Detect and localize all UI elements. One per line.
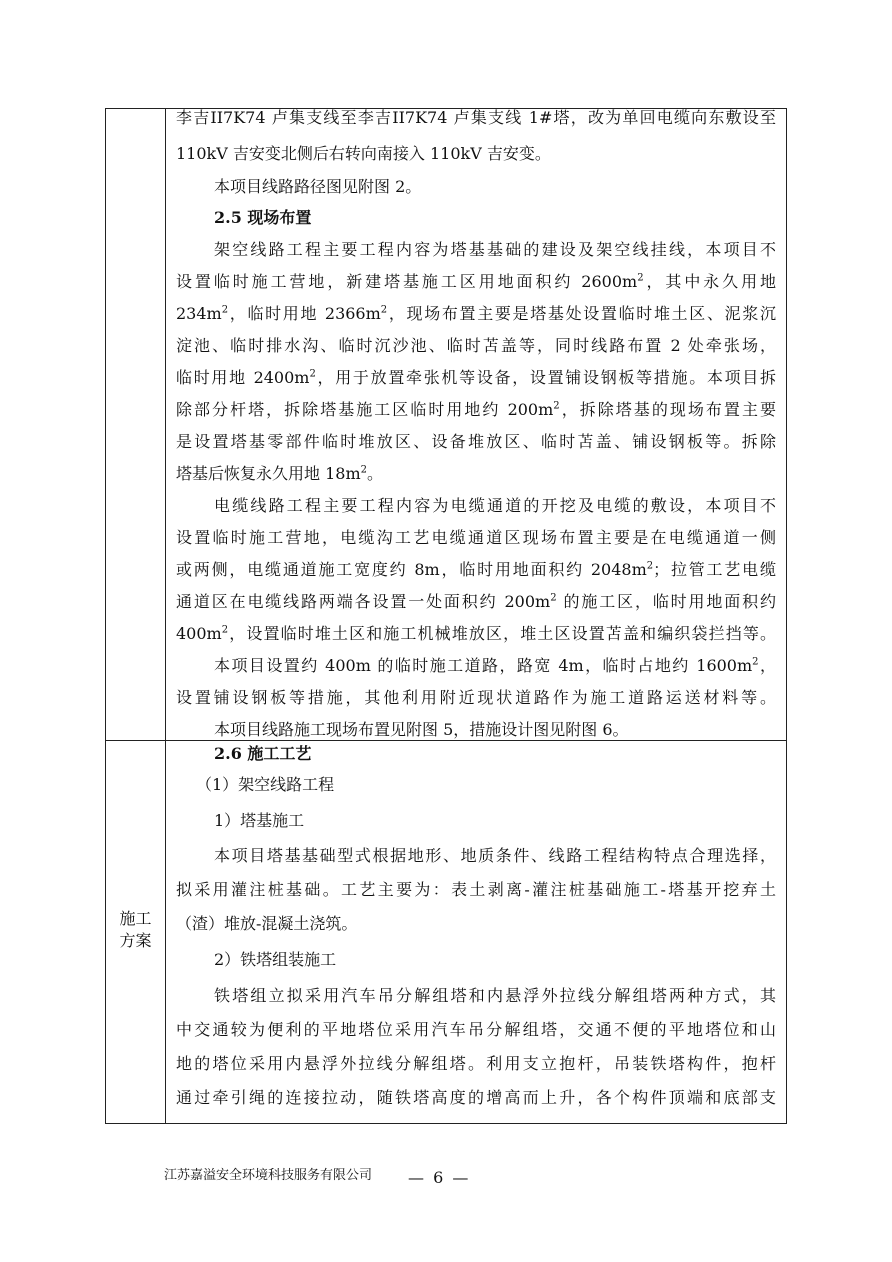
text-line: 本项目线路路径图见附图 2。 bbox=[214, 177, 422, 196]
section-heading-2-5: 2.5 现场布置 bbox=[214, 208, 312, 227]
subheading: 1）塔基施工 bbox=[214, 811, 305, 830]
text-line: 塔基后恢复永久用地 $18m^2$。 bbox=[176, 464, 384, 483]
text-line: 是设置塔基零部件临时堆放区、设备堆放区、临时苫盖、铺设钢板等。拆除 bbox=[176, 432, 776, 451]
row-divider bbox=[105, 740, 787, 741]
subheading: （1）架空线路工程 bbox=[196, 775, 335, 794]
text-line: 通道区在电缆线路两端各设置一处面积约 $200m^2$ 的施工区，临时用地面积约 bbox=[176, 592, 776, 611]
text-line: 通过牵引绳的连接拉动，随铁塔高度的增高而上升，各个构件顶端和底部支 bbox=[176, 1088, 776, 1107]
text-line: 临时用地 $2400m^2$，用于放置牵张机等设备，设置铺设钢板等措施。本项目拆 bbox=[176, 368, 776, 387]
text-line: 设置临时施工营地，电缆沟工艺电缆通道区现场布置主要是在电缆通道一侧 bbox=[176, 528, 776, 547]
text-line: 110kV 吉安变北侧后右转向南接入 110kV 吉安变。 bbox=[176, 144, 551, 163]
text-line: 淀池、临时排水沟、临时沉沙池、临时苫盖等，同时线路布置 2 处牵张场， bbox=[176, 336, 776, 355]
text-line: 架空线路工程主要工程内容为塔基基础的建设及架空线挂线，本项目不 bbox=[214, 240, 776, 259]
text-line: 李吉II7K74 卢集支线至李吉II7K74 卢集支线 1#塔，改为单回电缆向东敷设至 bbox=[176, 108, 776, 127]
subheading: 2）铁塔组装施工 bbox=[214, 950, 337, 969]
text-line: 拟采用灌注桩基础。工艺主要为：表土剥离-灌注桩基础施工-塔基开挖弃土 bbox=[176, 880, 776, 899]
text-line: 设置铺设钢板等措施，其他利用附近现状道路作为施工道路运送材料等。 bbox=[176, 688, 776, 707]
page-number: — 6 — bbox=[408, 1168, 471, 1187]
text-line: 中交通较为便利的平地塔位采用汽车吊分解组塔，交通不便的平地塔位和山 bbox=[176, 1020, 776, 1039]
section-heading-2-6: 2.6 施工工艺 bbox=[214, 744, 312, 763]
text-line: 设置临时施工营地，新建塔基施工区用地面积约 $2600m^2$，其中永久用地 bbox=[176, 272, 776, 291]
text-line: 铁塔组立拟采用汽车吊分解组塔和内悬浮外拉线分解组塔两种方式，其 bbox=[214, 986, 776, 1005]
row-label-construction-plan: 施工 方案 bbox=[119, 909, 152, 950]
column-divider bbox=[165, 108, 166, 1124]
text-line: 本项目线路施工现场布置见附图 5，措施设计图见附图 6。 bbox=[214, 720, 629, 739]
text-line: 除部分杆塔，拆除塔基施工区临时用地约 $200m^2$，拆除塔基的现场布置主要 bbox=[176, 400, 776, 419]
text-line: （渣）堆放-混凝土浇筑。 bbox=[176, 914, 358, 933]
text-line: 或两侧，电缆通道施工宽度约 8m，临时用地面积约 $2048m^2$；拉管工艺电缆 bbox=[176, 560, 776, 579]
content-table bbox=[105, 108, 787, 1124]
footer-company: 江苏嘉溢安全环境科技服务有限公司 bbox=[164, 1168, 373, 1183]
text-line: 地的塔位采用内悬浮外拉线分解组塔。利用支立抱杆，吊装铁塔构件，抱杆 bbox=[176, 1054, 776, 1073]
text-line: $400m^2$，设置临时堆土区和施工机械堆放区，堆土区设置苫盖和编织袋拦挡等。 bbox=[176, 624, 776, 643]
text-line: 本项目设置约 400m 的临时施工道路，路宽 4m，临时占地约 $1600m^2$， bbox=[214, 656, 776, 675]
text-line: 本项目塔基基础型式根据地形、地质条件、线路工程结构特点合理选择， bbox=[214, 846, 776, 865]
text-line: $234m^2$，临时用地 $2366m^2$，现场布置主要是塔基处设置临时堆土区、泥浆沉 bbox=[176, 304, 776, 323]
text-line: 电缆线路工程主要工程内容为电缆通道的开挖及电缆的敷设，本项目不 bbox=[214, 496, 776, 515]
